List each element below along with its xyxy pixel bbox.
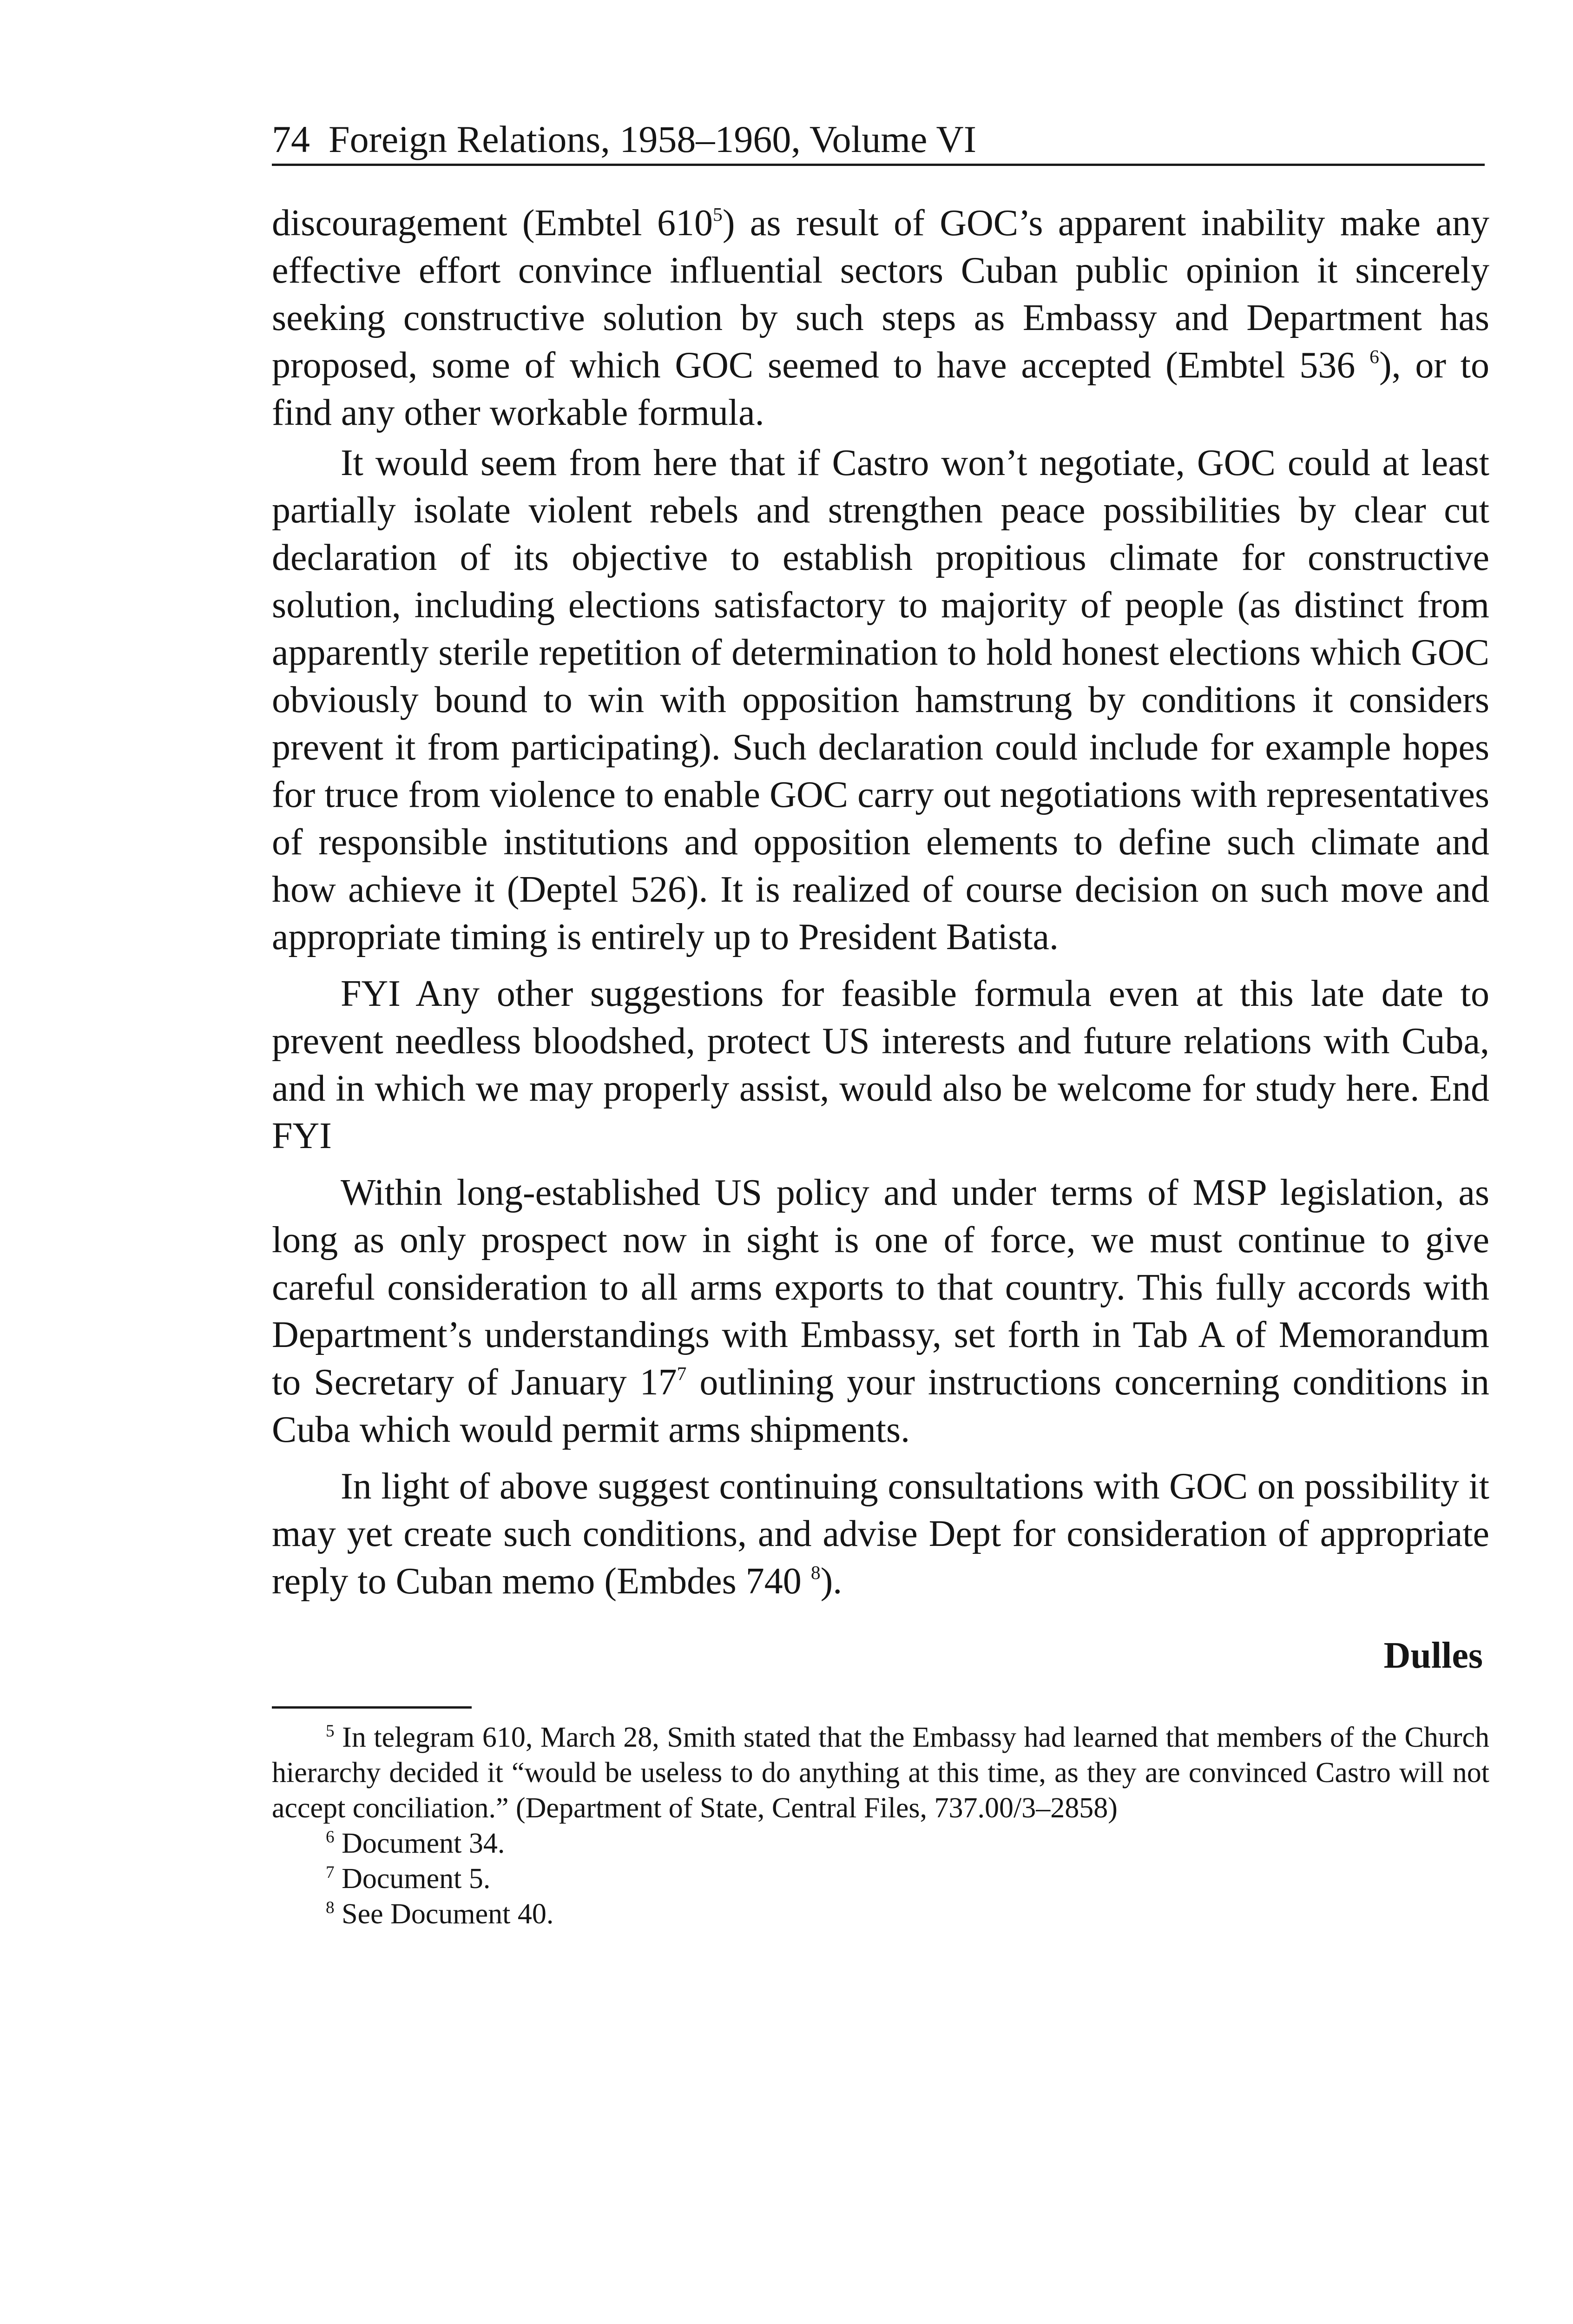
footnote-ref-7: 7	[677, 1362, 687, 1384]
footnote-5	[272, 1720, 1489, 1826]
paragraph-4-text: Within long-established US policy and under terms of MSP legislation, as long as only prospect now in sight is one of force, we must continue to give careful consideration to all arms exports to that country. This fully accords with Department’s understandings with Embassy, set forth in Tab A of Memorandum to Secretary of January 17	[272, 1172, 1489, 1403]
paragraph-4	[272, 1169, 1489, 1453]
page-number: 74	[272, 118, 310, 160]
paragraph-5	[272, 1463, 1489, 1605]
footnote-ref-5: 5	[713, 203, 723, 225]
footnote-text: Document 34.	[342, 1828, 505, 1859]
paragraph-3: FYI Any other suggestions for feasible formula even at this late date to prevent needless bloodshed, protect US interests and future relations with Cuba, and in which we may properly assist, would also be welcome for study here. End FYI	[272, 973, 1489, 1156]
signature: Dulles	[1383, 1635, 1483, 1676]
footnotes	[272, 1720, 1489, 1932]
footnote-6	[272, 1826, 1489, 1861]
footnote-ref-8: 8	[810, 1561, 821, 1583]
footnote-text: Document 5.	[342, 1863, 491, 1895]
footnote-8	[272, 1896, 1489, 1932]
paragraph-5-text-end: ).	[820, 1561, 842, 1602]
body-text	[272, 199, 1489, 1605]
running-head	[272, 116, 1485, 166]
paragraph-1-text-end: ), or to find any other workable formula.	[272, 345, 1489, 433]
footnote-text: See Document 40.	[342, 1898, 554, 1930]
footnote-number: 6	[326, 1827, 335, 1847]
footnote-ref-6: 6	[1369, 345, 1379, 367]
footnote-text: In telegram 610, March 28, Smith stated that the Embassy had learned that members of the Church hierarchy decided it “would be useless to do anything at this time, as they are convinced Castro will not accept conciliation.” (Department of State, Central Files, 737.00/3–2858)	[272, 1722, 1490, 1824]
paragraph-4-text-end: outlining your instructions concerning conditions in Cuba which would permit arms shipments.	[272, 1362, 1490, 1450]
paragraph-1-text: discouragement (Embtel 610	[272, 203, 713, 244]
paragraph-1	[272, 199, 1489, 436]
footnote-number: 8	[326, 1898, 335, 1917]
document-page	[272, 116, 1489, 1932]
footnote-number: 5	[326, 1721, 335, 1741]
running-head-title: Foreign Relations, 1958–1960, Volume VI	[329, 118, 976, 160]
footnote-number: 7	[326, 1862, 335, 1882]
paragraph-1-text-cont: ) as result of GOC’s apparent inability make any effective effort convince influential sectors Cuban public opinion it sincerely seeking constructive solution by such steps as Embassy and Department has proposed, some of which GOC seemed to have accepted (Embtel 536	[272, 203, 1489, 386]
footnote-divider	[272, 1706, 472, 1709]
paragraph-2: It would seem from here that if Castro won’t negotiate, GOC could at least partially isolate violent rebels and strengthen peace possibilities by clear cut declaration of its objective to establish propitious climate for constructive solution, including elections satisfactory to majority of people (as distinct from apparently sterile repetition of determination to hold honest elections which GOC obviously bound to win with opposition hamstrung by conditions it considers prevent it from participating). Such declaration could include for example hopes for truce from violence to enable GOC carry out negotiations with representatives of responsible institutions and opposition elements to define such climate and how achieve it (Deptel 526). It is realized of course decision on such move and appropriate timing is entirely up to President Batista.	[272, 442, 1489, 957]
paragraph-5-text: In light of above suggest continuing consultations with GOC on possibility it may yet create such conditions, and advise Dept for consideration of appropriate reply to Cuban memo (Embdes 740	[272, 1466, 1489, 1602]
footnote-7	[272, 1861, 1489, 1896]
